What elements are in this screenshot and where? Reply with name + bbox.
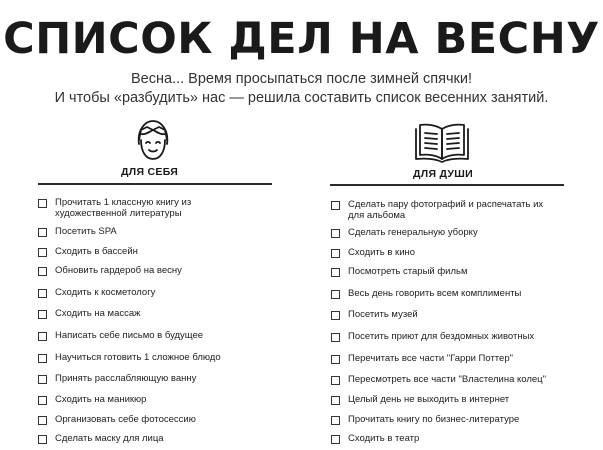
checkbox[interactable] bbox=[331, 333, 340, 342]
checkbox[interactable] bbox=[331, 355, 340, 364]
list-item bbox=[38, 414, 196, 425]
list-item bbox=[38, 265, 182, 276]
list-item bbox=[331, 266, 468, 277]
list-item bbox=[331, 353, 513, 364]
checkbox[interactable] bbox=[38, 435, 47, 444]
list-item bbox=[331, 309, 418, 320]
item-label: Организовать себе фотосессию bbox=[55, 414, 196, 425]
item-label: Сходить на массаж bbox=[55, 308, 141, 319]
item-label: Сходить к косметологу bbox=[55, 287, 156, 298]
list-item bbox=[38, 308, 141, 319]
list-item bbox=[38, 197, 191, 219]
item-label: Сделать генеральную уборку bbox=[348, 227, 478, 238]
checkbox[interactable] bbox=[331, 229, 340, 238]
item-label: Перечитать все части "Гарри Поттер" bbox=[348, 353, 513, 364]
checkbox[interactable] bbox=[38, 199, 47, 208]
checkbox[interactable] bbox=[38, 396, 47, 405]
item-label: Сходить на маникюр bbox=[55, 394, 147, 405]
checkbox[interactable] bbox=[38, 354, 47, 363]
checkbox[interactable] bbox=[38, 416, 47, 425]
list-item bbox=[331, 288, 521, 299]
list-item bbox=[38, 330, 203, 341]
divider bbox=[330, 184, 564, 186]
item-label: Пересмотреть все части "Властелина колец" bbox=[348, 374, 546, 385]
item-label: Написать себе письмо в будущее bbox=[55, 330, 204, 341]
item-label: Принять расслабляющую ванну bbox=[55, 373, 197, 384]
list-item bbox=[38, 352, 221, 363]
subtitle-line-2: И чтобы «разбудить» нас — решила составить список весенних занятий. bbox=[54, 90, 549, 106]
list-item bbox=[38, 287, 155, 298]
list-item bbox=[331, 394, 509, 405]
item-label: Обновить гардероб на весну bbox=[55, 265, 182, 276]
checkbox[interactable] bbox=[38, 310, 47, 319]
item-label: Научиться готовить 1 сложное блюдо bbox=[55, 352, 221, 363]
column-heading-soul: ДЛЯ ДУШИ bbox=[413, 168, 473, 180]
subtitle-line-1: Весна... Время просыпаться после зимней спячки! bbox=[130, 71, 472, 87]
checkbox[interactable] bbox=[38, 248, 47, 257]
checkbox[interactable] bbox=[331, 249, 340, 258]
checkbox[interactable] bbox=[331, 435, 340, 444]
checkbox[interactable] bbox=[38, 289, 47, 298]
checkbox[interactable] bbox=[38, 267, 47, 276]
checkbox[interactable] bbox=[331, 268, 340, 277]
checkbox[interactable] bbox=[331, 376, 340, 385]
page-title: СПИСОК ДЕЛ НА ВЕСНУ bbox=[3, 14, 600, 64]
list-item bbox=[331, 247, 415, 258]
list-item bbox=[331, 374, 546, 385]
item-label: Сходить в бассейн bbox=[55, 246, 138, 257]
item-label: Посетить приют для бездомных животных bbox=[348, 331, 535, 342]
item-label: Сходить в кино bbox=[348, 247, 416, 258]
checkbox[interactable] bbox=[331, 416, 340, 425]
list-item bbox=[331, 414, 519, 425]
list-item bbox=[38, 246, 138, 257]
checkbox[interactable] bbox=[38, 375, 47, 384]
list-item bbox=[331, 433, 419, 444]
checkbox[interactable] bbox=[38, 332, 47, 341]
item-label: Сделать маску для лица bbox=[55, 433, 164, 444]
checkbox[interactable] bbox=[331, 201, 340, 210]
list-item bbox=[331, 227, 478, 238]
item-label: Весь день говорить всем комплименты bbox=[348, 288, 522, 299]
item-label: Прочитать книгу по бизнес-литературе bbox=[348, 414, 520, 425]
list-item bbox=[38, 226, 117, 237]
item-label: Посмотреть старый фильм bbox=[348, 266, 468, 277]
checkbox[interactable] bbox=[331, 290, 340, 299]
item-label: Посетить музей bbox=[348, 309, 418, 320]
list-item bbox=[38, 433, 164, 444]
list-item bbox=[331, 331, 534, 342]
checkbox[interactable] bbox=[38, 228, 47, 237]
column-heading-self: ДЛЯ СЕБЯ bbox=[121, 166, 179, 178]
item-label: Целый день не выходить в интернет bbox=[348, 394, 510, 405]
list-item bbox=[38, 394, 146, 405]
item-label: Посетить SPA bbox=[55, 226, 117, 237]
item-label: Сходить в театр bbox=[348, 433, 420, 444]
checkbox[interactable] bbox=[331, 396, 340, 405]
item-label: Сделать пару фотографий и распечатать их для альбома bbox=[348, 199, 544, 221]
divider bbox=[38, 183, 272, 185]
open-book-icon bbox=[413, 121, 471, 163]
girl-face-icon bbox=[133, 118, 173, 164]
list-item bbox=[38, 373, 196, 384]
checkbox[interactable] bbox=[331, 311, 340, 320]
list-item bbox=[331, 199, 543, 221]
item-label: Прочитать 1 классную книгу из художественной литературы bbox=[55, 197, 192, 219]
